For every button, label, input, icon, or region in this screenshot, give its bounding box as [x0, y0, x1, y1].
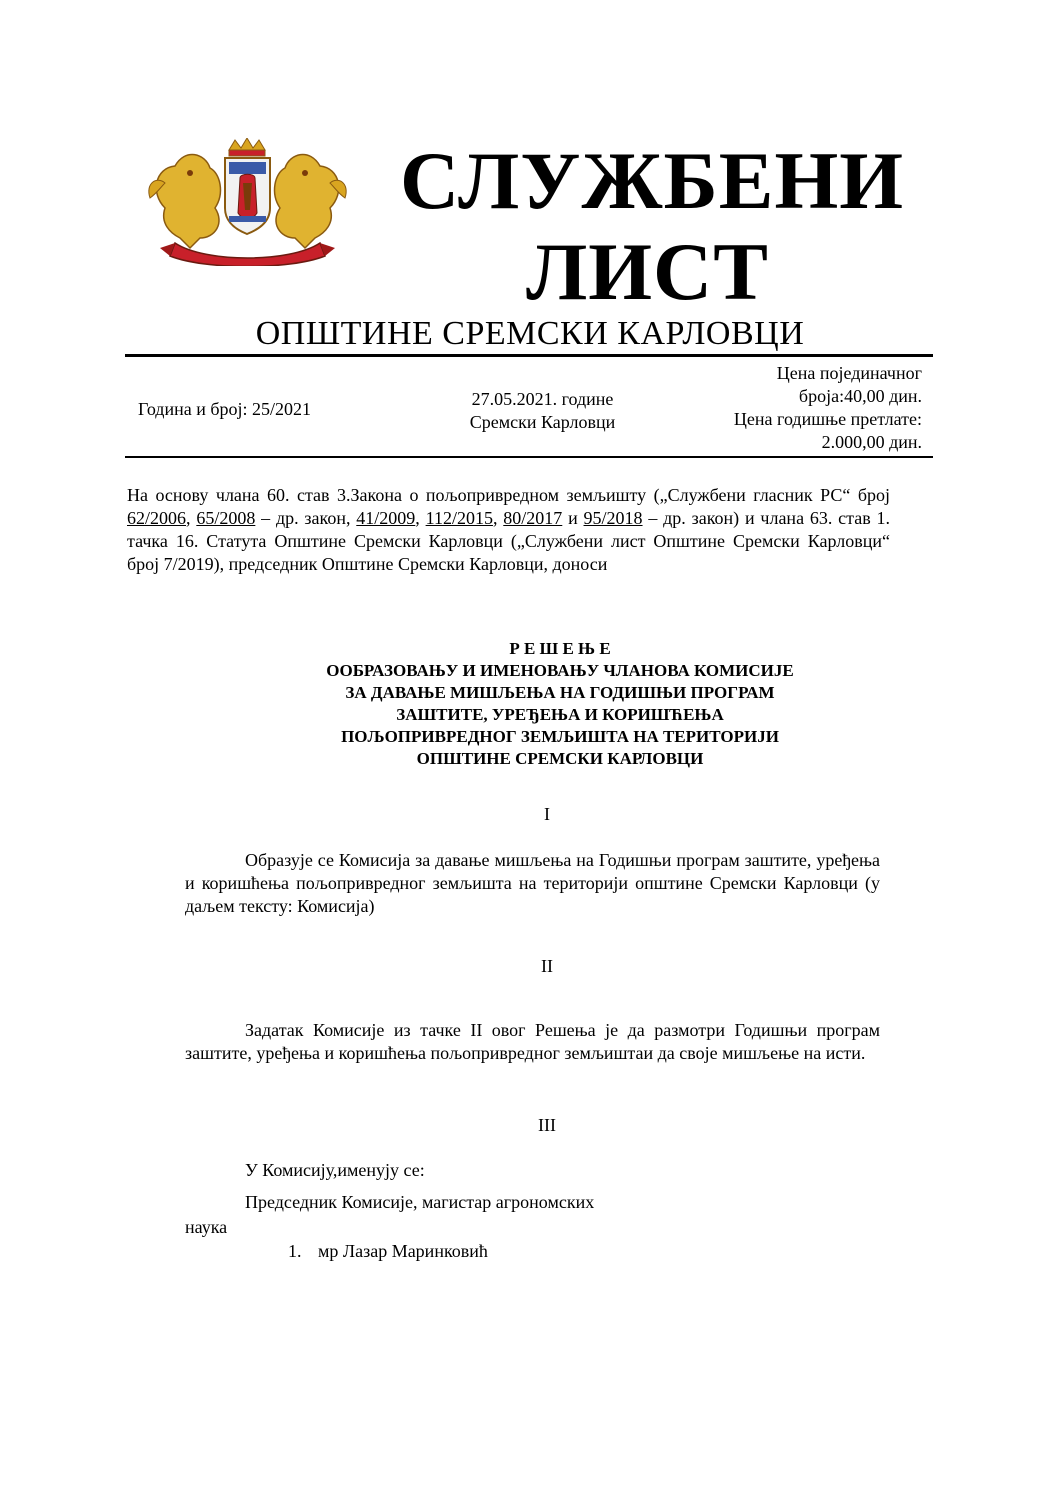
- decision-title: Р Е Ш Е Њ Е: [509, 639, 611, 658]
- decision-subject-line2: ЗА ДАВАЊЕ МИШЉЕЊА НА ГОДИШЊИ ПРОГРАМ: [345, 683, 775, 702]
- section-3-president-title-cont: наука: [185, 1217, 228, 1237]
- intro-sep: ,: [415, 508, 426, 528]
- section-2-text: Задатак Комисије из тачке II овог Решења је да размотри Годишњи програм заштите, уређења и коришћења пољопривредног земљиштаи да своје мишљење на исти.: [185, 1020, 880, 1063]
- issue-number: Година и број: 25/2021: [138, 399, 312, 419]
- intro-sep: ,: [186, 508, 197, 528]
- member-name: мр Лазар Маринковић: [318, 1241, 488, 1261]
- law-link-65-2008[interactable]: 65/2008: [196, 508, 256, 528]
- decision-subject-line4: ПОЉОПРИВРЕДНОГ ЗЕМЉИШТА НА ТЕРИТОРИЈИ: [341, 727, 779, 746]
- issue-date-place: [440, 388, 645, 434]
- law-link-80-2017[interactable]: 80/2017: [503, 508, 563, 528]
- decision-subject-line3: ЗАШТИТЕ, УРЕЂЕЊА И КОРИШЋЕЊА: [396, 705, 724, 724]
- masthead-subtitle: ОПШТИНЕ СРЕМСКИ КАРЛОВЦИ: [255, 315, 805, 352]
- section-number-2: II: [541, 956, 553, 976]
- price-single-line2: броја:40,00 дин.: [798, 386, 922, 406]
- decision-heading: [200, 638, 920, 770]
- masthead-title-line1: СЛУЖБЕНИ: [400, 135, 905, 226]
- member-number: 1.: [288, 1241, 302, 1261]
- header-divider: [125, 456, 933, 458]
- section-1-text: Образује се Комисија за давање мишљења на Годишњи програм заштите, уређења и коришћења пољопривредног земљишта на територији општине Сремски Карловци (у даљем тексту: Комисија): [185, 850, 880, 916]
- law-link-41-2009[interactable]: 41/2009: [356, 508, 416, 528]
- coat-of-arms-icon: [145, 138, 350, 266]
- price-annual-line1: Цена годишње претлате:: [733, 409, 922, 429]
- section-3-president-title: Председник Комисије, магистар агрономских: [245, 1192, 595, 1212]
- intro-sep: ,: [492, 508, 504, 528]
- section-number-3: III: [538, 1115, 556, 1135]
- intro-text: На основу члана 60. став 3.Закона о пољопривредном земљишту („Службени гласник РС“ број: [127, 485, 890, 505]
- intro-text: – др. закон,: [255, 508, 357, 528]
- decision-subject-line5: ОПШТИНЕ СРЕМСКИ КАРЛОВЦИ: [416, 749, 704, 768]
- issue-place: Сремски Карловци: [469, 412, 616, 432]
- masthead-title-line2: ЛИСТ: [526, 226, 769, 317]
- law-link-95-2018[interactable]: 95/2018: [583, 508, 643, 528]
- member-list-item: [288, 1240, 488, 1263]
- price-info: [690, 362, 922, 454]
- top-divider: [125, 354, 933, 357]
- section-3-appoint-text: У Комисију,именују се:: [245, 1160, 425, 1180]
- intro-sep: и: [562, 508, 584, 528]
- law-link-62-2006[interactable]: 62/2006: [127, 508, 187, 528]
- price-single-line1: Цена појединачног: [776, 363, 922, 383]
- section-number-1: I: [544, 804, 550, 824]
- price-annual-line2: 2.000,00 дин.: [821, 432, 922, 452]
- law-link-112-2015[interactable]: 112/2015: [425, 508, 493, 528]
- intro-text: – др. закон) и члана 63. став 1. тачка 16. Статута Општине Сремски Карловци („Службени лист Општине Сремски Карловци“ број 7/2019), председник Општине Сремски Карловци, доноси: [127, 508, 891, 574]
- issue-date: 27.05.2021. године: [471, 389, 614, 409]
- decision-subject-line1: ООБРАЗОВАЊУ И ИМЕНОВАЊУ ЧЛАНОВА КОМИСИЈЕ: [326, 661, 794, 680]
- intro-paragraph: [127, 484, 890, 576]
